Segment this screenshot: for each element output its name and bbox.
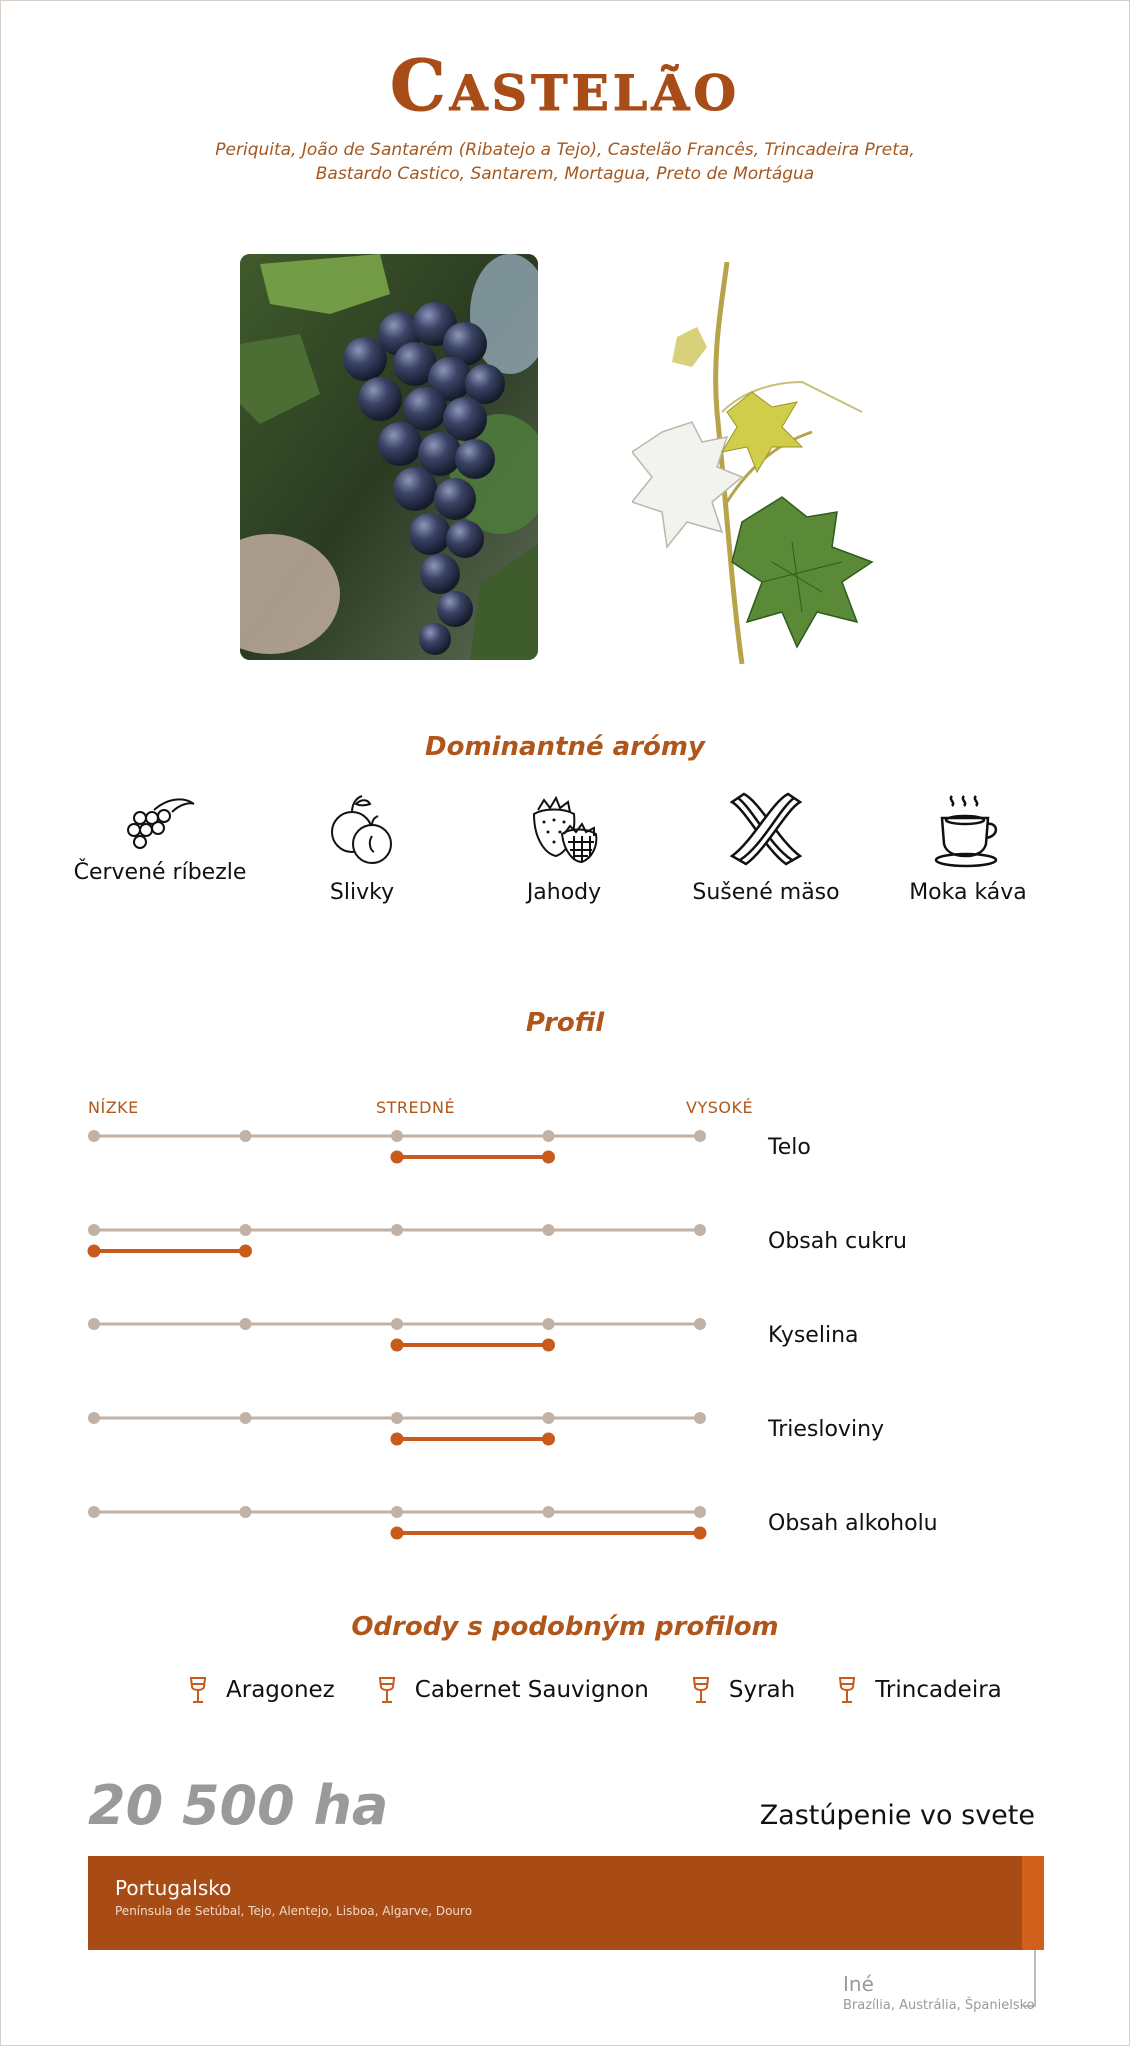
synonyms-text: Periquita, João de Santarém (Ribatejo a Tejo), Castelão Francês, Trincadeira Preta, Bastardo Castico, Santarem, Mortagua, Preto de Mortágua	[215, 140, 915, 184]
profile-row-label: Triesloviny	[768, 1417, 885, 1442]
profile-range-dot	[694, 1527, 707, 1540]
similar-heading: Odrody s podobným profilom	[351, 1612, 779, 1642]
plum-icon	[322, 790, 402, 870]
profile-track-dot	[543, 1506, 555, 1518]
profile-range-dot	[391, 1339, 404, 1352]
profile-row-label: Obsah alkoholu	[768, 1511, 938, 1536]
profile-range-dot	[391, 1527, 404, 1540]
profile-chart	[0, 1120, 1130, 1560]
wine-glass-icon	[188, 1676, 208, 1704]
profile-track-dot	[694, 1130, 706, 1142]
aroma-item	[474, 790, 654, 908]
profile-track-dot	[391, 1506, 403, 1518]
profile-track-dot	[240, 1224, 252, 1236]
profile-range-dot	[542, 1151, 555, 1164]
profile-track-dot	[694, 1506, 706, 1518]
profile-track-dot	[694, 1318, 706, 1330]
profile-range-dot	[391, 1433, 404, 1446]
aroma-label: Červené ríbezle	[73, 860, 247, 885]
aroma-label: Moka káva	[909, 880, 1027, 905]
aroma-label: Jahody	[526, 880, 602, 905]
profile-track-dot	[240, 1318, 252, 1330]
vine-leaf-illustration	[632, 262, 892, 664]
aroma-item	[878, 790, 1058, 908]
profile-track-dot	[240, 1412, 252, 1424]
portugal-share-bar	[88, 1856, 1044, 1950]
grape-cluster-photo	[240, 254, 538, 660]
bacon-icon	[726, 790, 806, 870]
profile-row-label: Kyselina	[768, 1323, 859, 1348]
aroma-item	[70, 790, 250, 888]
similar-variety[interactable]: Aragonez	[188, 1676, 335, 1704]
profile-track-dot	[391, 1224, 403, 1236]
wine-glass-icon	[377, 1676, 397, 1704]
similar-varieties-list	[188, 1672, 1044, 1708]
profile-range-dot	[239, 1245, 252, 1258]
hectares-value: 20 500 ha	[88, 1774, 389, 1837]
wine-glass-icon	[837, 1676, 857, 1704]
profile-track-dot	[391, 1412, 403, 1424]
profile-track-dot	[543, 1224, 555, 1236]
main-regions-label: Península de Setúbal, Tejo, Alentejo, Lisboa, Algarve, Douro	[115, 1904, 473, 1918]
variety-title: Castelão	[389, 44, 741, 127]
profile-range-dot	[542, 1433, 555, 1446]
profile-range-dot	[391, 1151, 404, 1164]
aroma-item	[272, 790, 452, 908]
profile-track-dot	[391, 1130, 403, 1142]
other-share-bar	[1022, 1856, 1044, 1950]
profile-range-dot	[88, 1245, 101, 1258]
other-label: Iné	[843, 1972, 874, 1996]
other-regions-label: Brazília, Austrália, Španielsko	[843, 1998, 1035, 2013]
world-representation-label: Zastúpenie vo svete	[759, 1800, 1035, 1831]
profile-track-dot	[694, 1412, 706, 1424]
profile-track-dot	[543, 1412, 555, 1424]
aroma-label: Sušené mäso	[692, 880, 840, 905]
profile-track-dot	[88, 1130, 100, 1142]
profile-track-dot	[391, 1318, 403, 1330]
aroma-label: Slivky	[329, 880, 395, 905]
profile-track-dot	[694, 1224, 706, 1236]
profile-track-dot	[88, 1506, 100, 1518]
profile-track-dot	[240, 1130, 252, 1142]
main-country-label: Portugalsko	[115, 1876, 232, 1900]
profile-range-dot	[542, 1339, 555, 1352]
profile-track-dot	[543, 1130, 555, 1142]
aromas-heading: Dominantné arómy	[425, 732, 705, 762]
aroma-item	[676, 790, 856, 908]
profile-track-dot	[240, 1506, 252, 1518]
red-currant-icon	[120, 790, 200, 850]
strawberry-icon	[524, 790, 604, 870]
scale-high-label: VYSOKÉ	[686, 1098, 754, 1117]
profile-row-label: Obsah cukru	[768, 1229, 907, 1254]
profile-track-dot	[88, 1224, 100, 1236]
scale-mid-label: STREDNÉ	[376, 1098, 456, 1117]
profile-track-dot	[88, 1318, 100, 1330]
coffee-cup-icon	[928, 790, 1008, 870]
profile-track-dot	[88, 1412, 100, 1424]
scale-low-label: NÍZKE	[88, 1098, 139, 1117]
profile-track-dot	[543, 1318, 555, 1330]
similar-variety[interactable]: Trincadeira	[837, 1676, 1002, 1704]
similar-variety[interactable]: Syrah	[691, 1676, 795, 1704]
profile-heading: Profil	[525, 1008, 605, 1038]
similar-variety[interactable]: Cabernet Sauvignon	[377, 1676, 649, 1704]
profile-row-label: Telo	[768, 1135, 811, 1160]
wine-glass-icon	[691, 1676, 711, 1704]
